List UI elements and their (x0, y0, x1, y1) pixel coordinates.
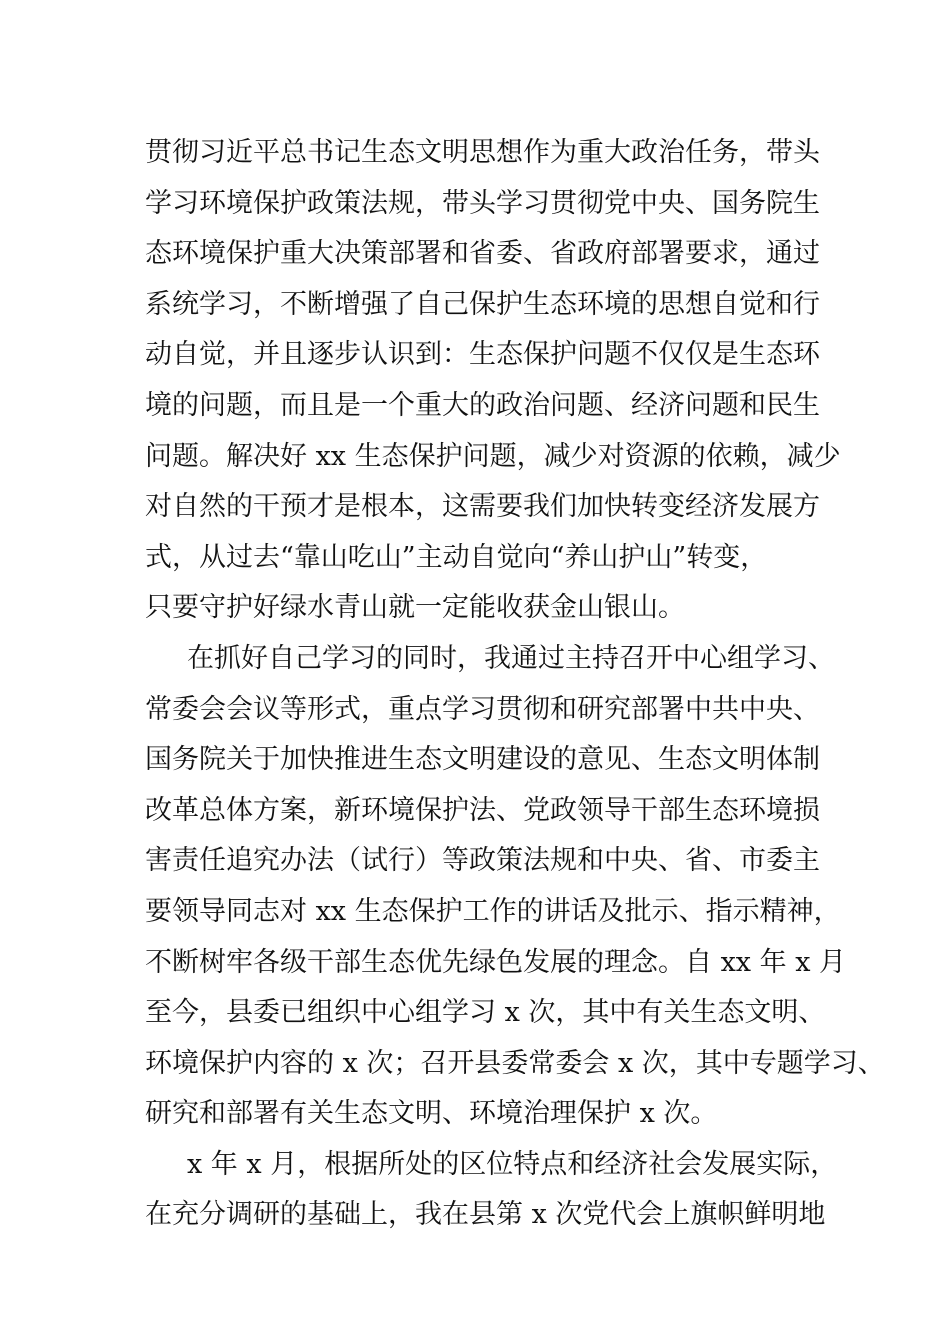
paragraph-line: 在充分调研的基础上，我在县第 x 次党代会上旗帜鲜明地 (145, 1199, 826, 1231)
paragraph-line: 贯彻习近平总书记生态文明思想作为重大政治任务，带头 (145, 137, 820, 168)
paragraph-1 (145, 128, 841, 634)
paragraph-2 (145, 634, 885, 1140)
paragraph-line: 态环境保护重大决策部署和省委、省政府部署要求，通过 (145, 238, 820, 270)
paragraph-line: 动自觉，并且逐步认识到：生态保护问题不仅仅是生态环 (145, 339, 820, 371)
paragraph-line: 不断树牢各级干部生态优先绿色发展的理念。自 xx 年 x 月 (145, 946, 847, 978)
paragraph-line: 学习环境保护政策法规，带头学习贯彻党中央、国务院生 (145, 187, 820, 219)
paragraph-line: 国务院关于加快推进生态文明建设的意见、生态文明体制 (145, 744, 820, 776)
paragraph-line: 至今，县委已组织中心组学习 x 次，其中有关生态文明、 (145, 997, 826, 1029)
paragraph-line: 对自然的干预才是根本，这需要我们加快转变经济发展方 (145, 491, 820, 523)
paragraph-first-line: 在抓好自己学习的同时，我通过主持召开中心组学习、 (187, 642, 835, 674)
paragraph-line: 系统学习，不断增强了自己保护生态环境的思想自觉和行 (145, 288, 820, 320)
paragraph-first-line: x 年 x 月，根据所处的区位特点和经济社会发展实际， (187, 1148, 838, 1180)
paragraph-line: 害责任追究办法（试行）等政策法规和中央、省、市委主 (145, 845, 820, 877)
paragraph-line: 境的问题，而且是一个重大的政治问题、经济问题和民生 (145, 389, 820, 421)
paragraph-line: 改革总体方案，新环境保护法、党政领导干部生态环境损 (145, 794, 820, 826)
paragraph-line: 常委会会议等形式，重点学习贯彻和研究部署中共中央、 (145, 693, 820, 725)
paragraph-line: 环境保护内容的 x 次；召开县委常委会 x 次，其中专题学习、 (145, 1047, 885, 1079)
paragraph-line: 式，从过去“靠山吃山”主动自觉向“养山护山”转变， (145, 541, 768, 573)
paragraph-line: 研究和部署有关生态文明、环境治理保护 x 次。 (145, 1098, 718, 1130)
document-body (145, 128, 885, 1241)
paragraph-line: 只要守护好绿水青山就一定能收获金山银山。 (145, 592, 685, 624)
paragraph-line: 要领导同志对 xx 生态保护工作的讲话及批示、指示精神， (145, 895, 841, 927)
paragraph-3 (145, 1140, 838, 1241)
paragraph-line: 问题。解决好 xx 生态保护问题，减少对资源的依赖，减少 (145, 440, 841, 472)
